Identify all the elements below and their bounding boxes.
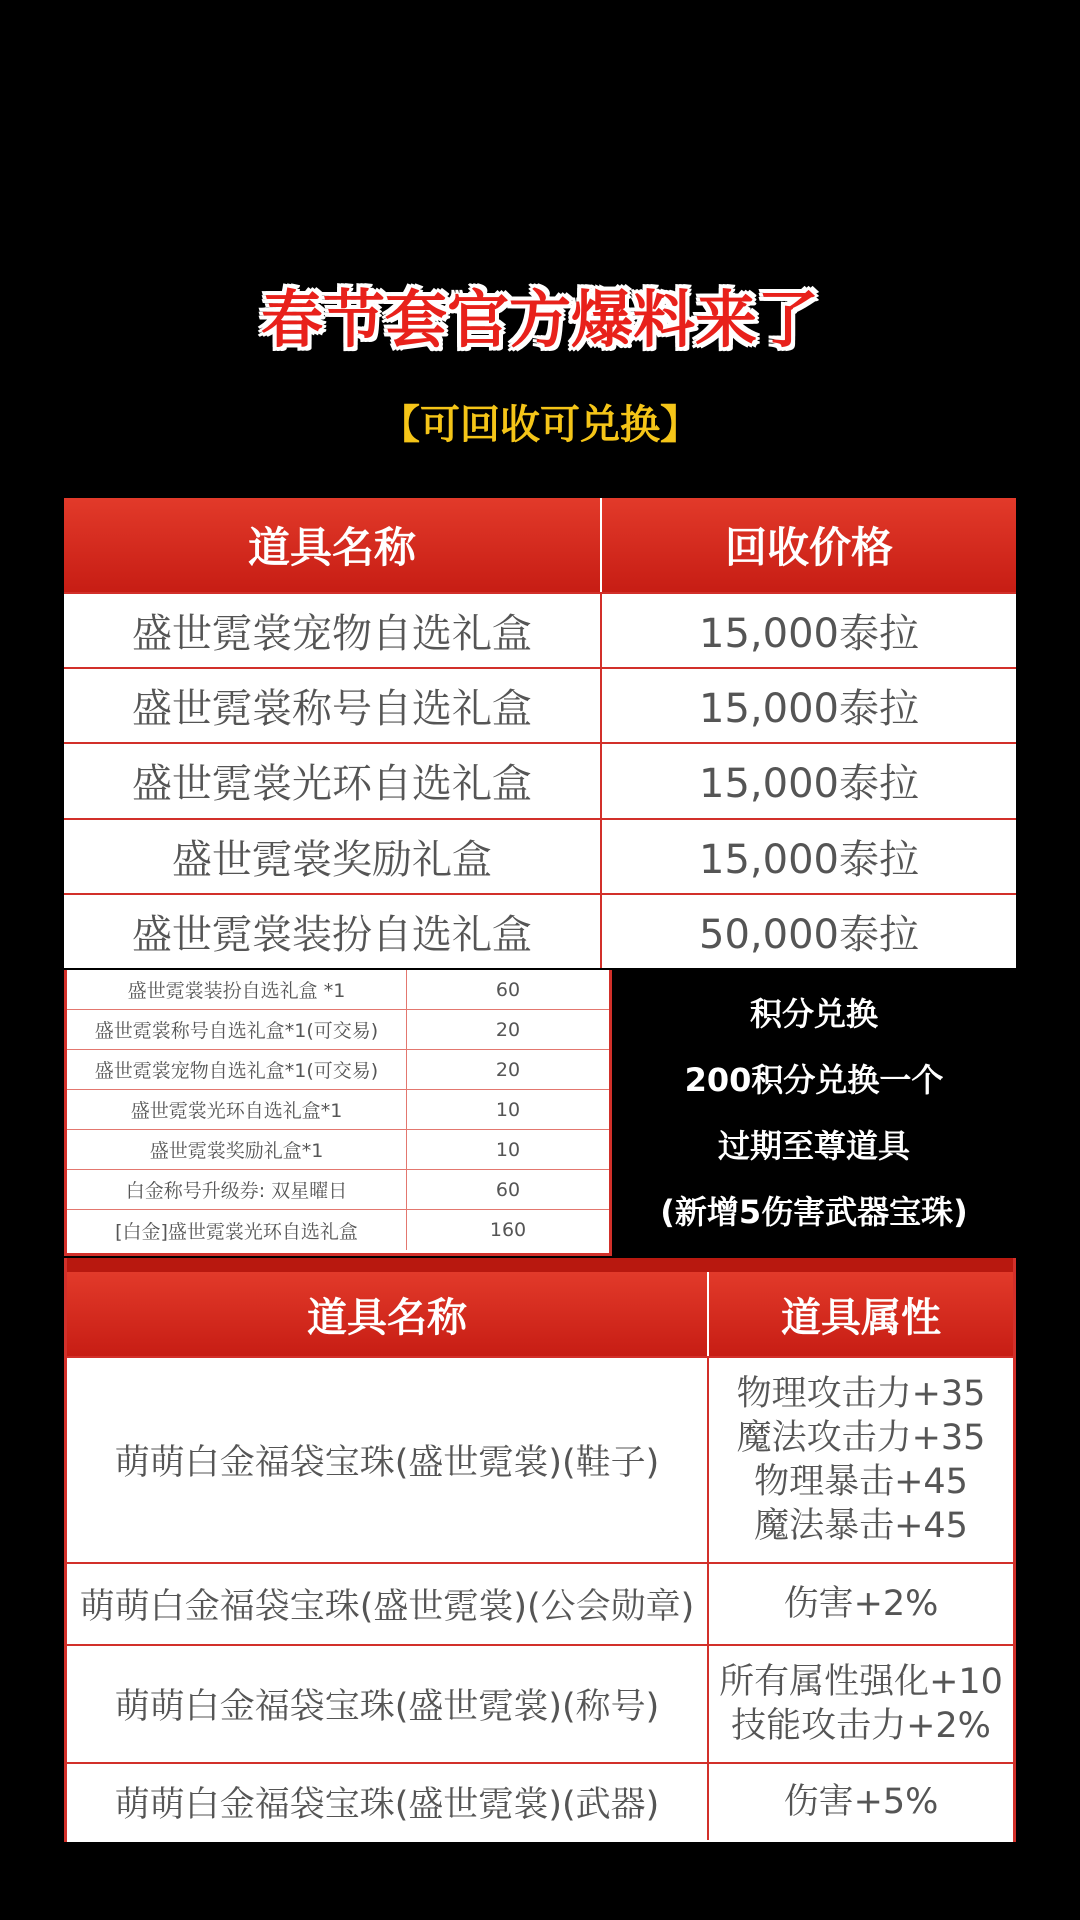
points-value: 10 [495, 1138, 521, 1161]
points-value: 60 [495, 978, 521, 1001]
table-row [64, 667, 1016, 742]
recycle-price: 15,000泰拉 [699, 836, 919, 883]
item-name: 盛世霓裳称号自选礼盒*1(可交易) [67, 1010, 407, 1049]
decorative-band [67, 1258, 1013, 1272]
table-header [64, 498, 1016, 592]
table-row [64, 592, 1016, 667]
item-attributes [709, 1358, 1013, 1562]
attribute: 伤害+5% [783, 1782, 939, 1822]
item-name: 萌萌白金福袋宝珠(盛世霓裳)(公会勋章) [67, 1564, 709, 1644]
points-value: 10 [495, 1098, 521, 1121]
item-name: 白金称号升级券: 双星曜日 [67, 1170, 407, 1209]
table-row [67, 1644, 1013, 1762]
table-row [67, 970, 609, 1010]
recycle-price: 15,000泰拉 [699, 611, 919, 658]
table-row [64, 818, 1016, 893]
item-attributes [709, 1646, 1013, 1762]
item-attributes [709, 1564, 1013, 1644]
table-row [67, 1130, 609, 1170]
item-name: 萌萌白金福袋宝珠(盛世霓裳)(武器) [67, 1764, 709, 1840]
table-row [67, 1762, 1013, 1840]
table-row [67, 1050, 609, 1090]
recycle-price: 50,000泰拉 [699, 911, 919, 958]
header-item-name: 道具名称 [67, 1272, 709, 1356]
item-name: 盛世霓裳光环自选礼盒*1 [67, 1090, 407, 1129]
item-name: 萌萌白金福袋宝珠(盛世霓裳)(鞋子) [67, 1358, 709, 1562]
table-row [67, 1010, 609, 1050]
header-item-attributes: 道具属性 [781, 1294, 941, 1341]
points-value: 20 [495, 1018, 521, 1041]
table-row [67, 1090, 609, 1130]
item-name: 盛世霓裳宠物自选礼盒 [64, 594, 602, 667]
table-row [64, 893, 1016, 968]
points-table [64, 970, 612, 1256]
item-name: 盛世霓裳装扮自选礼盒 [64, 895, 602, 968]
exchange-line: 过期至尊道具 [717, 1127, 910, 1165]
item-name: [白金]盛世霓裳光环自选礼盒 [67, 1210, 407, 1250]
attribute: 魔法暴击+45 [754, 1506, 968, 1546]
headline: 春节套官方爆料来了 [260, 283, 819, 356]
item-name: 盛世霓裳奖励礼盒*1 [67, 1130, 407, 1169]
item-name: 萌萌白金福袋宝珠(盛世霓裳)(称号) [67, 1646, 709, 1762]
item-name: 盛世霓裳称号自选礼盒 [64, 669, 602, 742]
table-row [67, 1170, 609, 1210]
recycle-price: 15,000泰拉 [699, 761, 919, 808]
attribute: 物理攻击力+35 [736, 1374, 986, 1414]
header-recycle-price: 回收价格 [724, 523, 893, 572]
exchange-line: (新增5伤害武器宝珠) [660, 1193, 968, 1231]
points-value: 160 [489, 1219, 527, 1241]
table-row [64, 742, 1016, 817]
attribute: 物理暴击+45 [754, 1462, 968, 1502]
item-attributes [709, 1764, 1013, 1840]
attribute: 魔法攻击力+35 [736, 1418, 986, 1458]
recycle-price: 15,000泰拉 [699, 686, 919, 733]
points-value: 20 [495, 1058, 521, 1081]
table-row [67, 1210, 609, 1250]
recycle-price-table [64, 498, 1016, 968]
exchange-line: 200积分兑换一个 [684, 1061, 944, 1099]
item-name: 盛世霓裳光环自选礼盒 [64, 744, 602, 817]
table-row [67, 1356, 1013, 1562]
exchange-line: 积分兑换 [749, 995, 878, 1033]
gem-attribute-table [64, 1258, 1016, 1842]
attribute: 伤害+2% [783, 1584, 939, 1624]
subhead: 【可回收可兑换】 [380, 402, 700, 448]
attribute: 所有属性强化+10 [719, 1662, 1003, 1702]
item-name: 盛世霓裳宠物自选礼盒*1(可交易) [67, 1050, 407, 1089]
attribute: 技能攻击力+2% [731, 1706, 991, 1746]
points-value: 60 [495, 1178, 521, 1201]
item-name: 盛世霓裳奖励礼盒 [64, 820, 602, 893]
table-row [67, 1562, 1013, 1644]
header-item-name: 道具名称 [64, 498, 602, 592]
item-name: 盛世霓裳装扮自选礼盒 *1 [67, 970, 407, 1009]
exchange-note [612, 970, 1016, 1256]
table-header [67, 1272, 1013, 1356]
